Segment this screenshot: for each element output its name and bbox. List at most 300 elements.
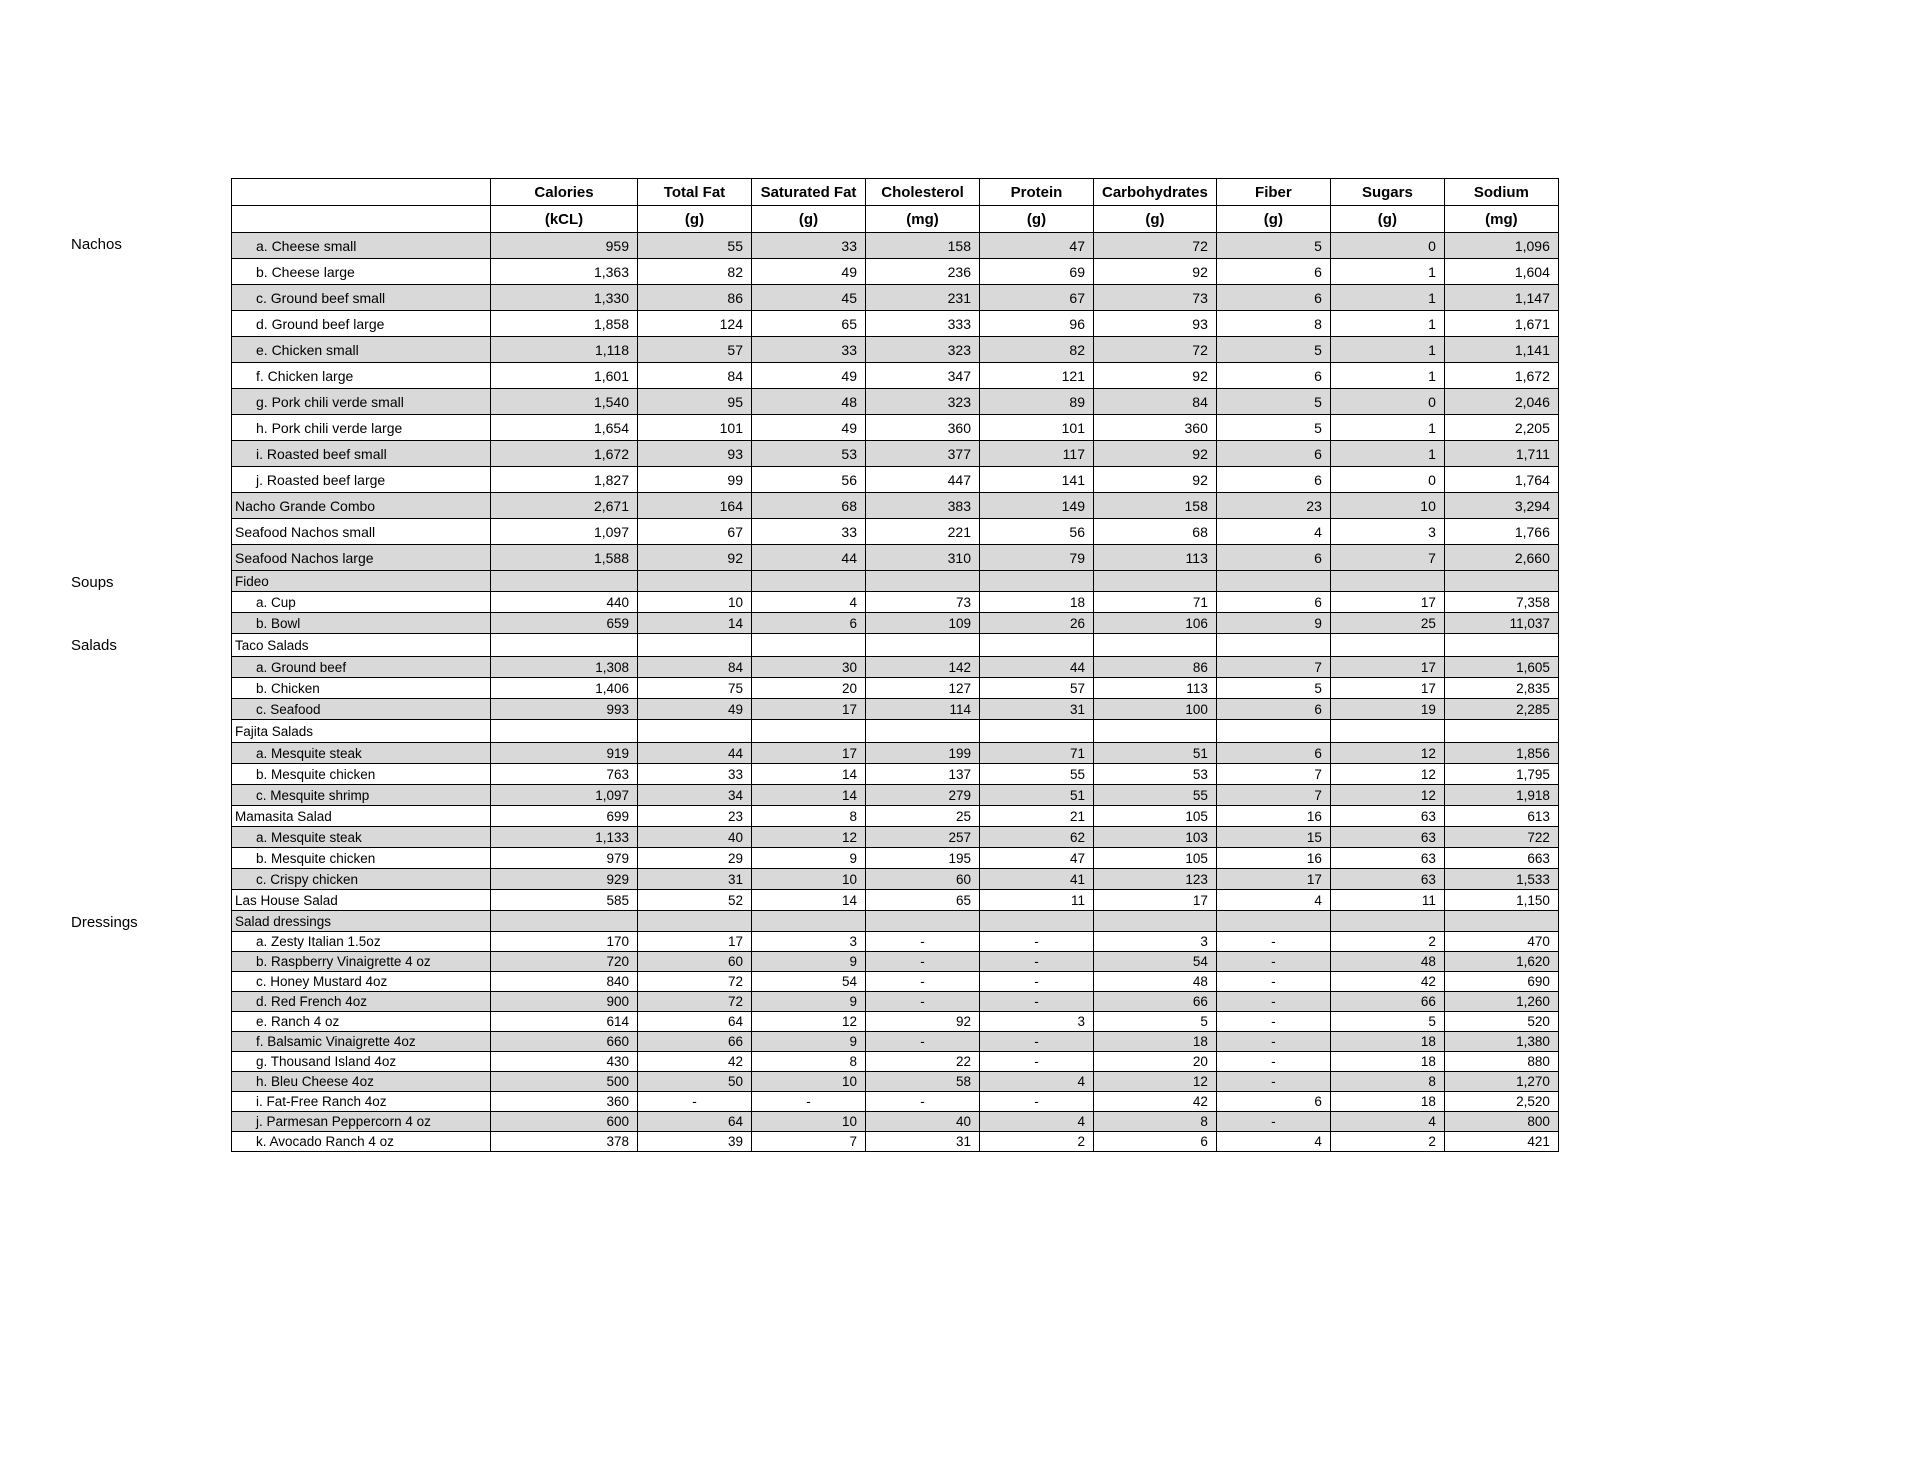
- table-cell: 17: [1330, 678, 1444, 699]
- table-cell: 360: [491, 1092, 638, 1112]
- table-cell: -: [866, 992, 980, 1012]
- table-cell: 323: [866, 337, 980, 363]
- table-cell: -: [1216, 1052, 1330, 1072]
- table-cell: [752, 571, 866, 592]
- column-header: [232, 179, 491, 206]
- table-cell: 11,037: [1444, 613, 1558, 634]
- table-cell: 49: [752, 415, 866, 441]
- column-unit: (mg): [1444, 206, 1558, 233]
- table-cell: 62: [980, 827, 1094, 848]
- table-cell: 19: [1330, 699, 1444, 720]
- table-cell: 10: [638, 592, 752, 613]
- table-cell: 33: [752, 519, 866, 545]
- table-row: [232, 1012, 1559, 1032]
- table-row: [232, 467, 1559, 493]
- table-cell: 54: [1094, 952, 1217, 972]
- table-cell: 4: [980, 1112, 1094, 1132]
- table-cell: 1,141: [1444, 337, 1558, 363]
- table-cell: 114: [866, 699, 980, 720]
- row-label: e. Ranch 4 oz: [232, 1012, 491, 1032]
- table-row: [232, 493, 1559, 519]
- table-cell: 2,046: [1444, 389, 1558, 415]
- table-cell: 92: [866, 1012, 980, 1032]
- row-label: a. Mesquite steak: [232, 743, 491, 764]
- table-cell: 663: [1444, 848, 1558, 869]
- table-row: [232, 1112, 1559, 1132]
- table-cell: 26: [980, 613, 1094, 634]
- table-row: [232, 1132, 1559, 1152]
- table-cell: [638, 634, 752, 657]
- table-cell: 51: [980, 785, 1094, 806]
- table-cell: 6: [1216, 467, 1330, 493]
- row-label: Taco Salads: [232, 634, 491, 657]
- nutrition-table: [231, 178, 1559, 1152]
- table-row: [232, 311, 1559, 337]
- table-cell: 16: [1216, 848, 1330, 869]
- table-cell: 23: [638, 806, 752, 827]
- table-cell: 20: [752, 678, 866, 699]
- table-cell: 123: [1094, 869, 1217, 890]
- table-cell: 49: [752, 259, 866, 285]
- table-cell: 57: [638, 337, 752, 363]
- table-cell: [980, 634, 1094, 657]
- table-cell: 9: [752, 1032, 866, 1052]
- table-cell: 63: [1330, 827, 1444, 848]
- table-row: [232, 441, 1559, 467]
- table-cell: 67: [980, 285, 1094, 311]
- table-cell: 42: [1330, 972, 1444, 992]
- table-cell: 6: [1216, 1092, 1330, 1112]
- table-cell: 39: [638, 1132, 752, 1152]
- table-cell: 48: [1094, 972, 1217, 992]
- table-cell: 7: [1216, 764, 1330, 785]
- table-cell: 16: [1216, 806, 1330, 827]
- table-cell: 12: [1330, 785, 1444, 806]
- table-cell: -: [1216, 972, 1330, 992]
- column-unit: (g): [1330, 206, 1444, 233]
- table-cell: 68: [752, 493, 866, 519]
- table-row: [232, 678, 1559, 699]
- table-cell: 92: [1094, 467, 1217, 493]
- table-cell: 18: [1330, 1052, 1444, 1072]
- table-cell: 430: [491, 1052, 638, 1072]
- row-label: a. Mesquite steak: [232, 827, 491, 848]
- table-cell: [1216, 911, 1330, 932]
- table-cell: 31: [980, 699, 1094, 720]
- table-cell: 2,660: [1444, 545, 1558, 571]
- table-cell: 257: [866, 827, 980, 848]
- table-cell: 57: [980, 678, 1094, 699]
- table-cell: [491, 634, 638, 657]
- table-cell: 84: [1094, 389, 1217, 415]
- table-cell: 17: [1330, 657, 1444, 678]
- table-cell: 82: [980, 337, 1094, 363]
- table-cell: 1,918: [1444, 785, 1558, 806]
- table-cell: 44: [752, 545, 866, 571]
- table-row: [232, 952, 1559, 972]
- table-cell: 5: [1094, 1012, 1217, 1032]
- table-cell: 3,294: [1444, 493, 1558, 519]
- table-cell: 2: [1330, 1132, 1444, 1152]
- table-cell: 11: [1330, 890, 1444, 911]
- table-cell: 109: [866, 613, 980, 634]
- table-cell: 6: [1216, 699, 1330, 720]
- table-cell: 55: [980, 764, 1094, 785]
- table-cell: 158: [1094, 493, 1217, 519]
- table-cell: 1,097: [491, 519, 638, 545]
- table-cell: 840: [491, 972, 638, 992]
- table-cell: 1: [1330, 311, 1444, 337]
- table-row: [232, 1092, 1559, 1112]
- table-cell: 72: [638, 972, 752, 992]
- row-label: f. Balsamic Vinaigrette 4oz: [232, 1032, 491, 1052]
- table-cell: 1,380: [1444, 1032, 1558, 1052]
- table-cell: 1,308: [491, 657, 638, 678]
- table-cell: -: [866, 1032, 980, 1052]
- table-cell: 9: [752, 992, 866, 1012]
- table-cell: 6: [1094, 1132, 1217, 1152]
- table-cell: [1330, 571, 1444, 592]
- column-header: Total Fat: [638, 179, 752, 206]
- table-cell: 96: [980, 311, 1094, 337]
- table-cell: -: [1216, 992, 1330, 1012]
- table-cell: 84: [638, 657, 752, 678]
- table-cell: 1,363: [491, 259, 638, 285]
- table-row: [232, 720, 1559, 743]
- table-cell: 1,858: [491, 311, 638, 337]
- table-cell: [866, 571, 980, 592]
- row-label: k. Avocado Ranch 4 oz: [232, 1132, 491, 1152]
- row-label: h. Bleu Cheese 4oz: [232, 1072, 491, 1092]
- table-cell: 42: [1094, 1092, 1217, 1112]
- table-row: [232, 613, 1559, 634]
- row-label: a. Cup: [232, 592, 491, 613]
- table-cell: [491, 911, 638, 932]
- table-cell: 55: [1094, 785, 1217, 806]
- table-cell: 7: [1216, 657, 1330, 678]
- table-cell: 323: [866, 389, 980, 415]
- table-cell: 1: [1330, 285, 1444, 311]
- table-row: [232, 285, 1559, 311]
- table-cell: 1: [1330, 363, 1444, 389]
- table-cell: 93: [638, 441, 752, 467]
- row-label: j. Roasted beef large: [232, 467, 491, 493]
- row-label: b. Chicken: [232, 678, 491, 699]
- table-cell: 25: [1330, 613, 1444, 634]
- table-cell: 101: [980, 415, 1094, 441]
- section-label: Dressings: [71, 913, 138, 931]
- table-row: [232, 911, 1559, 932]
- table-cell: 10: [1330, 493, 1444, 519]
- column-header: Fiber: [1216, 179, 1330, 206]
- table-cell: 55: [638, 233, 752, 259]
- table-cell: 93: [1094, 311, 1217, 337]
- table-cell: 63: [1330, 869, 1444, 890]
- table-cell: 47: [980, 233, 1094, 259]
- table-cell: 1,260: [1444, 992, 1558, 1012]
- table-cell: 25: [866, 806, 980, 827]
- column-header: Saturated Fat: [752, 179, 866, 206]
- table-cell: -: [638, 1092, 752, 1112]
- table-cell: 12: [752, 1012, 866, 1032]
- table-row: [232, 545, 1559, 571]
- table-row: [232, 972, 1559, 992]
- table-cell: 106: [1094, 613, 1217, 634]
- table-cell: 95: [638, 389, 752, 415]
- table-cell: 3: [980, 1012, 1094, 1032]
- row-label: c. Mesquite shrimp: [232, 785, 491, 806]
- table-cell: 1,097: [491, 785, 638, 806]
- column-unit: (g): [638, 206, 752, 233]
- row-label: Seafood Nachos small: [232, 519, 491, 545]
- column-unit: (mg): [866, 206, 980, 233]
- table-cell: 17: [638, 932, 752, 952]
- table-cell: 1: [1330, 337, 1444, 363]
- table-cell: -: [1216, 1112, 1330, 1132]
- table-cell: 4: [752, 592, 866, 613]
- table-row: [232, 785, 1559, 806]
- table-cell: 4: [1330, 1112, 1444, 1132]
- table-cell: 2: [1330, 932, 1444, 952]
- table-cell: 1,096: [1444, 233, 1558, 259]
- table-cell: [1216, 634, 1330, 657]
- table-cell: 52: [638, 890, 752, 911]
- table-cell: 8: [752, 806, 866, 827]
- table-cell: -: [752, 1092, 866, 1112]
- row-label: c. Ground beef small: [232, 285, 491, 311]
- table-cell: 92: [1094, 363, 1217, 389]
- table-cell: 18: [1094, 1032, 1217, 1052]
- table-cell: 40: [638, 827, 752, 848]
- table-cell: -: [980, 972, 1094, 992]
- table-cell: 8: [1094, 1112, 1217, 1132]
- table-cell: 42: [638, 1052, 752, 1072]
- table-body: [232, 233, 1559, 1152]
- table-cell: 377: [866, 441, 980, 467]
- table-cell: 9: [752, 952, 866, 972]
- table-row: [232, 259, 1559, 285]
- table-cell: 64: [638, 1012, 752, 1032]
- table-cell: 12: [752, 827, 866, 848]
- table-cell: 1,270: [1444, 1072, 1558, 1092]
- table-cell: 221: [866, 519, 980, 545]
- column-unit: (g): [1094, 206, 1217, 233]
- table-cell: 6: [1216, 363, 1330, 389]
- table-cell: [752, 720, 866, 743]
- table-cell: -: [980, 932, 1094, 952]
- table-cell: 66: [638, 1032, 752, 1052]
- table-cell: 33: [638, 764, 752, 785]
- table-cell: 4: [1216, 890, 1330, 911]
- row-label: g. Thousand Island 4oz: [232, 1052, 491, 1072]
- column-unit: [232, 206, 491, 233]
- table-cell: 600: [491, 1112, 638, 1132]
- table-cell: 49: [638, 699, 752, 720]
- table-cell: 71: [980, 743, 1094, 764]
- table-cell: 660: [491, 1032, 638, 1052]
- table-cell: 9: [1216, 613, 1330, 634]
- table-row: [232, 869, 1559, 890]
- table-cell: 2: [980, 1132, 1094, 1152]
- column-header: Protein: [980, 179, 1094, 206]
- table-cell: 82: [638, 259, 752, 285]
- row-label: b. Cheese large: [232, 259, 491, 285]
- table-cell: 1,620: [1444, 952, 1558, 972]
- table-cell: 929: [491, 869, 638, 890]
- table-cell: [638, 720, 752, 743]
- table-cell: 99: [638, 467, 752, 493]
- table-cell: 6: [1216, 743, 1330, 764]
- table-cell: 1,764: [1444, 467, 1558, 493]
- table-cell: 520: [1444, 1012, 1558, 1032]
- table-cell: 49: [752, 363, 866, 389]
- table-row: [232, 1072, 1559, 1092]
- row-label: j. Parmesan Peppercorn 4 oz: [232, 1112, 491, 1132]
- table-cell: 56: [752, 467, 866, 493]
- table-cell: 4: [1216, 519, 1330, 545]
- table-cell: 195: [866, 848, 980, 869]
- column-header: Calories: [491, 179, 638, 206]
- table-cell: 164: [638, 493, 752, 519]
- table-cell: 117: [980, 441, 1094, 467]
- table-row: [232, 1052, 1559, 1072]
- table-cell: 1,605: [1444, 657, 1558, 678]
- row-label: b. Raspberry Vinaigrette 4 oz: [232, 952, 491, 972]
- table-cell: 1: [1330, 441, 1444, 467]
- row-label: Mamasita Salad: [232, 806, 491, 827]
- table-cell: [1216, 720, 1330, 743]
- table-cell: [866, 634, 980, 657]
- row-label: i. Fat-Free Ranch 4oz: [232, 1092, 491, 1112]
- table-cell: [1094, 634, 1217, 657]
- table-cell: 3: [1330, 519, 1444, 545]
- table-cell: 10: [752, 869, 866, 890]
- table-cell: 614: [491, 1012, 638, 1032]
- table-cell: 7: [1330, 545, 1444, 571]
- table-cell: 378: [491, 1132, 638, 1152]
- table-cell: 73: [866, 592, 980, 613]
- table-row: [232, 806, 1559, 827]
- table-cell: 17: [1216, 869, 1330, 890]
- row-label: i. Roasted beef small: [232, 441, 491, 467]
- table-cell: 6: [752, 613, 866, 634]
- table-cell: 158: [866, 233, 980, 259]
- table-cell: 722: [1444, 827, 1558, 848]
- table-cell: [638, 571, 752, 592]
- table-cell: 48: [1330, 952, 1444, 972]
- row-label: b. Mesquite chicken: [232, 848, 491, 869]
- table-cell: 20: [1094, 1052, 1217, 1072]
- row-label: b. Mesquite chicken: [232, 764, 491, 785]
- table-cell: 1,654: [491, 415, 638, 441]
- table-row: [232, 992, 1559, 1012]
- column-header: Cholesterol: [866, 179, 980, 206]
- table-cell: [491, 720, 638, 743]
- column-unit: (g): [980, 206, 1094, 233]
- table-cell: 40: [866, 1112, 980, 1132]
- table-cell: -: [866, 972, 980, 992]
- table-cell: 18: [980, 592, 1094, 613]
- table-cell: 105: [1094, 806, 1217, 827]
- table-cell: 7: [752, 1132, 866, 1152]
- table-cell: [980, 571, 1094, 592]
- table-cell: 53: [1094, 764, 1217, 785]
- table-cell: 44: [638, 743, 752, 764]
- table-cell: 1,795: [1444, 764, 1558, 785]
- table-row: [232, 743, 1559, 764]
- table-cell: 880: [1444, 1052, 1558, 1072]
- table-cell: 89: [980, 389, 1094, 415]
- table-cell: 33: [752, 233, 866, 259]
- table-cell: [1330, 911, 1444, 932]
- table-cell: -: [1216, 1032, 1330, 1052]
- row-label: f. Chicken large: [232, 363, 491, 389]
- table-cell: 1,150: [1444, 890, 1558, 911]
- table-cell: 347: [866, 363, 980, 389]
- table-cell: 65: [752, 311, 866, 337]
- table-cell: 12: [1330, 764, 1444, 785]
- table-cell: 23: [1216, 493, 1330, 519]
- table-cell: 1,672: [1444, 363, 1558, 389]
- table-cell: 4: [980, 1072, 1094, 1092]
- section-label: Salads: [71, 636, 117, 654]
- table-cell: 5: [1330, 1012, 1444, 1032]
- table-cell: 199: [866, 743, 980, 764]
- table-cell: 1,540: [491, 389, 638, 415]
- table-cell: [1444, 720, 1558, 743]
- table-cell: 44: [980, 657, 1094, 678]
- table-cell: 71: [1094, 592, 1217, 613]
- table-cell: 9: [752, 848, 866, 869]
- table-cell: 58: [866, 1072, 980, 1092]
- table-cell: 1,330: [491, 285, 638, 311]
- table-cell: 2,671: [491, 493, 638, 519]
- table-cell: 231: [866, 285, 980, 311]
- table-cell: [752, 634, 866, 657]
- row-label: Nacho Grande Combo: [232, 493, 491, 519]
- table-cell: [1444, 571, 1558, 592]
- table-cell: [638, 911, 752, 932]
- table-row: [232, 592, 1559, 613]
- table-cell: 92: [1094, 259, 1217, 285]
- table-cell: [980, 911, 1094, 932]
- table-cell: 333: [866, 311, 980, 337]
- table-cell: 1,827: [491, 467, 638, 493]
- table-cell: 959: [491, 233, 638, 259]
- column-unit: (g): [1216, 206, 1330, 233]
- table-row: [232, 634, 1559, 657]
- row-label: c. Seafood: [232, 699, 491, 720]
- table-cell: 919: [491, 743, 638, 764]
- table-cell: 7,358: [1444, 592, 1558, 613]
- table-cell: 6: [1216, 441, 1330, 467]
- table-cell: 18: [1330, 1032, 1444, 1052]
- table-cell: 30: [752, 657, 866, 678]
- table-cell: 0: [1330, 389, 1444, 415]
- table-cell: 720: [491, 952, 638, 972]
- table-cell: 1,671: [1444, 311, 1558, 337]
- table-cell: 141: [980, 467, 1094, 493]
- table-cell: 1,118: [491, 337, 638, 363]
- table-cell: 1,588: [491, 545, 638, 571]
- table-cell: 5: [1216, 233, 1330, 259]
- table-cell: 72: [1094, 337, 1217, 363]
- table-cell: 1,672: [491, 441, 638, 467]
- table-cell: -: [980, 952, 1094, 972]
- table-cell: -: [1216, 952, 1330, 972]
- table-cell: 6: [1216, 285, 1330, 311]
- table-cell: 690: [1444, 972, 1558, 992]
